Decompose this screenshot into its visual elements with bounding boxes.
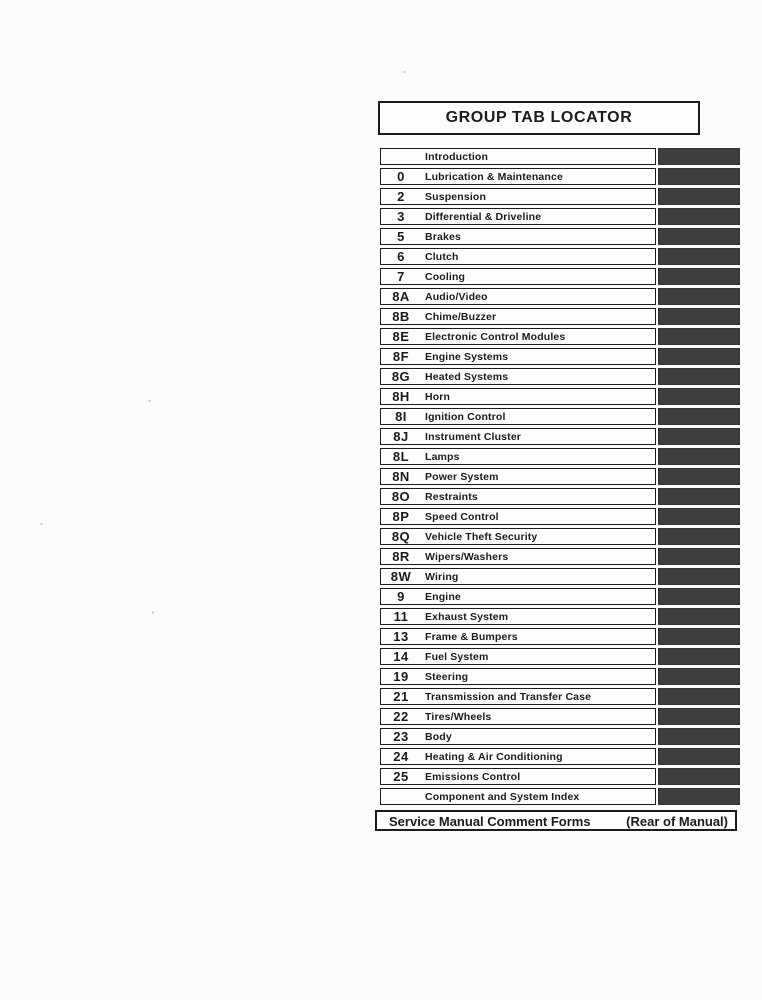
- group-number: 0: [397, 169, 405, 184]
- group-label: Vehicle Theft Security: [425, 530, 538, 543]
- group-tab-row: [380, 506, 742, 526]
- group-number: 8A: [392, 289, 410, 304]
- tab-marker: [658, 168, 740, 185]
- group-number: 8N: [392, 469, 410, 484]
- group-number: 25: [393, 769, 409, 784]
- group-label: Suspension: [425, 190, 487, 203]
- tab-marker: [658, 688, 740, 705]
- tab-marker: [658, 648, 740, 665]
- group-number: 8R: [392, 549, 410, 564]
- tab-marker: [658, 608, 740, 625]
- group-label: Clutch: [425, 250, 459, 263]
- group-label: Steering: [425, 670, 469, 683]
- group-tab-row: [380, 766, 742, 786]
- group-number: 8J: [393, 429, 409, 444]
- group-row-box: [380, 168, 656, 185]
- group-tab-row: [380, 306, 742, 326]
- group-tab-row: [380, 786, 742, 806]
- group-tab-row: [380, 566, 742, 586]
- group-label: Heated Systems: [425, 370, 509, 383]
- group-row-box: [380, 388, 656, 405]
- group-number: 8G: [391, 369, 411, 384]
- group-tab-row: [380, 446, 742, 466]
- scan-artifact: [148, 400, 151, 402]
- group-tab-row: [380, 286, 742, 306]
- page-title: GROUP TAB LOCATOR: [445, 109, 633, 126]
- group-label: Differential & Driveline: [425, 210, 542, 223]
- group-tab-row: [380, 206, 742, 226]
- group-tab-row: [380, 526, 742, 546]
- group-label: Lubrication & Maintenance: [425, 170, 563, 183]
- group-label: Body: [425, 730, 452, 743]
- group-number: 8L: [392, 449, 410, 464]
- group-row-box: [380, 488, 656, 505]
- group-row-box: [380, 408, 656, 425]
- group-tab-row: [380, 346, 742, 366]
- group-number: 11: [393, 609, 409, 624]
- tab-marker: [658, 188, 740, 205]
- group-row-box: [380, 728, 656, 745]
- group-tab-row: [380, 326, 742, 346]
- group-row-box: [380, 708, 656, 725]
- group-row-box: [380, 188, 656, 205]
- group-number: 8H: [392, 389, 410, 404]
- tab-marker: [658, 348, 740, 365]
- group-number: 14: [393, 649, 409, 664]
- group-label: Chime/Buzzer: [425, 310, 497, 323]
- group-row-box: [380, 688, 656, 705]
- tab-marker: [658, 568, 740, 585]
- tab-marker: [658, 388, 740, 405]
- group-label: Restraints: [425, 490, 478, 503]
- group-label: Engine Systems: [425, 350, 509, 363]
- tab-marker: [658, 628, 740, 645]
- group-tab-row: [380, 626, 742, 646]
- group-tab-row: [380, 366, 742, 386]
- tab-marker: [658, 448, 740, 465]
- group-tab-row: [380, 486, 742, 506]
- scan-artifact: [403, 71, 406, 73]
- group-label: Audio/Video: [425, 290, 488, 303]
- scan-artifact: [40, 523, 43, 525]
- group-row-box: [380, 448, 656, 465]
- group-tab-row: [380, 586, 742, 606]
- group-tab-row: [380, 646, 742, 666]
- tab-marker: [658, 408, 740, 425]
- group-label: Wipers/Washers: [425, 550, 509, 563]
- group-label: Speed Control: [425, 510, 499, 523]
- group-row-box: [380, 468, 656, 485]
- tab-marker: [658, 428, 740, 445]
- group-tab-row: [380, 706, 742, 726]
- tab-marker: [658, 328, 740, 345]
- tab-marker: [658, 788, 740, 805]
- group-number: 2: [397, 189, 405, 204]
- group-label: Fuel System: [425, 650, 489, 663]
- group-label: Instrument Cluster: [425, 430, 522, 443]
- tab-marker: [658, 508, 740, 525]
- group-tab-row: [380, 146, 742, 166]
- tab-marker: [658, 468, 740, 485]
- title-box: [378, 101, 700, 135]
- tab-marker: [658, 768, 740, 785]
- group-label: Lamps: [425, 450, 460, 463]
- group-number: 8F: [392, 349, 410, 364]
- group-row-box: [380, 588, 656, 605]
- group-number: 22: [393, 709, 409, 724]
- group-number: [381, 156, 421, 157]
- group-row-box: [380, 248, 656, 265]
- group-row-box: [380, 548, 656, 565]
- footer-box: [375, 810, 737, 831]
- group-row-box: [380, 268, 656, 285]
- group-number: 5: [397, 229, 405, 244]
- group-row-box: [380, 668, 656, 685]
- group-row-box: [380, 288, 656, 305]
- tab-marker: [658, 548, 740, 565]
- group-tab-row: [380, 166, 742, 186]
- tab-rows: [380, 146, 742, 806]
- group-number: 6: [397, 249, 405, 264]
- group-label: Component and System Index: [425, 790, 580, 803]
- group-tab-row: [380, 266, 742, 286]
- group-row-box: [380, 768, 656, 785]
- group-row-box: [380, 748, 656, 765]
- group-row-box: [380, 148, 656, 165]
- tab-marker: [658, 148, 740, 165]
- tab-marker: [658, 308, 740, 325]
- group-label: Horn: [425, 390, 451, 403]
- group-number: 3: [397, 209, 405, 224]
- tab-marker: [658, 228, 740, 245]
- group-tab-row: [380, 186, 742, 206]
- group-row-box: [380, 788, 656, 805]
- group-label: Heating & Air Conditioning: [425, 750, 563, 763]
- group-row-box: [380, 428, 656, 445]
- footer-right-text: (Rear of Manual): [626, 813, 728, 829]
- tab-marker: [658, 728, 740, 745]
- group-label: Ignition Control: [425, 410, 506, 423]
- group-tab-row: [380, 666, 742, 686]
- group-tab-row: [380, 226, 742, 246]
- group-row-box: [380, 368, 656, 385]
- tab-marker: [658, 488, 740, 505]
- tab-marker: [658, 668, 740, 685]
- group-row-box: [380, 568, 656, 585]
- tab-marker: [658, 588, 740, 605]
- group-number: 8E: [392, 329, 410, 344]
- group-tab-row: [380, 546, 742, 566]
- group-number: 23: [393, 729, 409, 744]
- group-number: 21: [393, 689, 409, 704]
- group-tab-row: [380, 746, 742, 766]
- group-tab-row: [380, 386, 742, 406]
- group-number: 8W: [390, 569, 412, 584]
- group-label: Frame & Bumpers: [425, 630, 518, 643]
- group-number: [381, 796, 421, 797]
- group-tab-row: [380, 406, 742, 426]
- group-number: 19: [393, 669, 409, 684]
- tab-marker: [658, 528, 740, 545]
- footer-left-text: Service Manual Comment Forms: [389, 813, 591, 829]
- group-number: 8I: [395, 409, 407, 424]
- group-label: Tires/Wheels: [425, 710, 492, 723]
- group-number: 8Q: [391, 529, 411, 544]
- group-tab-row: [380, 466, 742, 486]
- group-number: 24: [393, 749, 409, 764]
- scan-artifact: [152, 611, 154, 614]
- group-row-box: [380, 508, 656, 525]
- group-number: 7: [397, 269, 405, 284]
- group-label: Introduction: [425, 150, 489, 163]
- group-row-box: [380, 648, 656, 665]
- group-row-box: [380, 348, 656, 365]
- group-label: Power System: [425, 470, 499, 483]
- group-label: Brakes: [425, 230, 461, 243]
- group-number: 9: [397, 589, 405, 604]
- group-row-box: [380, 308, 656, 325]
- group-tab-row: [380, 606, 742, 626]
- group-row-box: [380, 328, 656, 345]
- group-row-box: [380, 208, 656, 225]
- group-tab-row: [380, 726, 742, 746]
- tab-marker: [658, 248, 740, 265]
- group-number: 8B: [392, 309, 410, 324]
- group-label: Wiring: [425, 570, 459, 583]
- group-number: 13: [393, 629, 409, 644]
- group-row-box: [380, 528, 656, 545]
- group-number: 8P: [392, 509, 410, 524]
- group-label: Transmission and Transfer Case: [425, 690, 592, 703]
- group-label: Engine: [425, 590, 461, 603]
- tab-marker: [658, 708, 740, 725]
- group-label: Emissions Control: [425, 770, 521, 783]
- group-label: Electronic Control Modules: [425, 330, 566, 343]
- group-tab-row: [380, 246, 742, 266]
- group-number: 8O: [391, 489, 411, 504]
- group-label: Cooling: [425, 270, 466, 283]
- tab-marker: [658, 368, 740, 385]
- group-tab-row: [380, 686, 742, 706]
- tab-marker: [658, 288, 740, 305]
- tab-marker: [658, 208, 740, 225]
- group-label: Exhaust System: [425, 610, 509, 623]
- group-tab-row: [380, 426, 742, 446]
- group-row-box: [380, 628, 656, 645]
- tab-marker: [658, 268, 740, 285]
- group-row-box: [380, 608, 656, 625]
- group-row-box: [380, 228, 656, 245]
- tab-marker: [658, 748, 740, 765]
